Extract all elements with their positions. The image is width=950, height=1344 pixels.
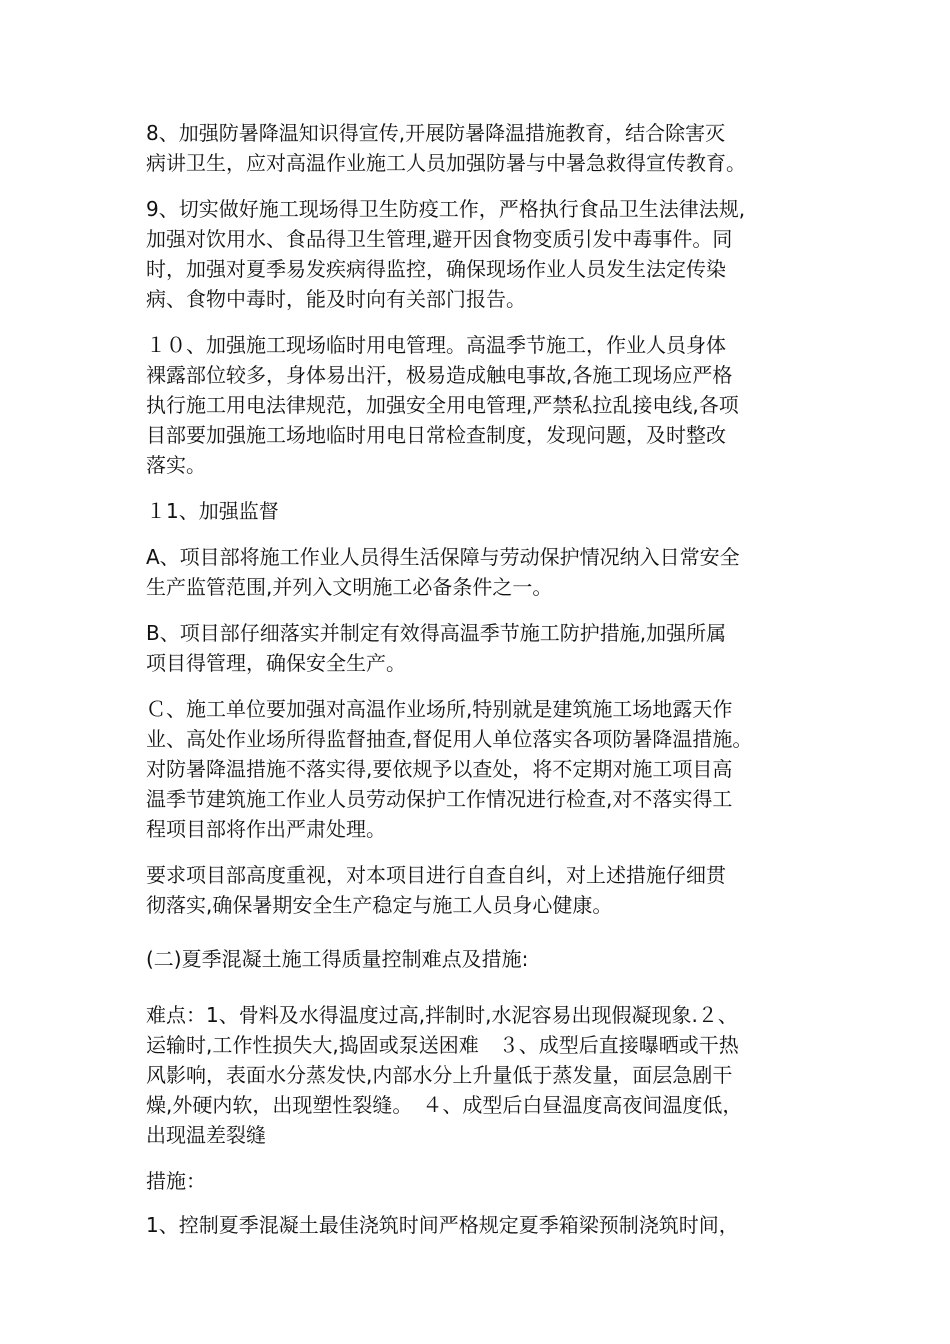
text-line: 执行施工用电法律规范，加强安全用电管理,严禁私拉乱接电线,各项 xyxy=(146,393,739,417)
text-line: 燥,外硬内软，出现塑性裂缝。 ４、成型后白昼温度高夜间温度低， xyxy=(146,1093,743,1117)
paragraph-a-labor-protection xyxy=(146,542,826,602)
paragraph-8-heat-prevention-education xyxy=(146,118,826,178)
paragraph-c-site-inspection xyxy=(146,694,826,844)
text-line: 目部要加强施工场地临时用电日常检查制度，发现问题，及时整改 xyxy=(146,423,726,447)
text-line: １1、加强监督 xyxy=(146,499,279,523)
text-line: 风影响，表面水分蒸发快,内部水分上升量低于蒸发量，面层急剧干 xyxy=(146,1063,733,1087)
section-heading-text: (二)夏季混凝土施工得质量控制难点及措施: xyxy=(146,947,529,971)
text-line: 业、高处作业场所得监督抽查,督促用人单位落实各项防暑降温措施。 xyxy=(146,727,753,751)
paragraph-9-hygiene-epidemic-prevention xyxy=(146,194,826,314)
text-line: 对防暑降温措施不落实得,要依规予以查处，将不定期对施工项目高 xyxy=(146,757,733,781)
text-line: 温季节建筑施工作业人员劳动保护工作情况进行检查,对不落实得工 xyxy=(146,787,733,811)
paragraph-requirement-summary xyxy=(146,860,826,920)
text-line: 病讲卫生，应对高温作业施工人员加强防暑与中暑急救得宣传教育。 xyxy=(146,151,746,175)
text-line: 1、控制夏季混凝土最佳浇筑时间严格规定夏季箱梁预制浇筑时间， xyxy=(146,1213,739,1237)
text-line: 生产监管范围,并列入文明施工必备条件之一。 xyxy=(146,575,553,599)
text-line: 病、食物中毒时，能及时向有关部门报告。 xyxy=(146,287,526,311)
text-line: 裸露部位较多，身体易出汗，极易造成触电事故,各施工现场应严格 xyxy=(146,363,733,387)
text-line: 运输时,工作性损失大,捣固或泵送困难 ３、成型后直接曝晒或干热 xyxy=(146,1033,739,1057)
text-line: 9、切实做好施工现场得卫生防疫工作，严格执行食品卫生法律法规, xyxy=(146,197,746,221)
text-line: Ｃ、施工单位要加强对高温作业场所,特别就是建筑施工场地露天作 xyxy=(146,697,733,721)
text-line: 难点：1、骨料及水得温度过高,拌制时,水泥容易出现假凝现象.２、 xyxy=(146,1003,738,1027)
measures-label-text: 措施： xyxy=(146,1169,206,1193)
difficulties-paragraph xyxy=(146,1000,826,1150)
document-body xyxy=(146,118,826,1256)
section-heading xyxy=(146,944,826,974)
measures-label xyxy=(146,1166,826,1196)
text-line: 时，加强对夏季易发疾病得监控，确保现场作业人员发生法定传染 xyxy=(146,257,726,281)
text-line: 8、加强防暑降温知识得宣传,开展防暑降温措施教育，结合除害灭 xyxy=(146,121,726,145)
text-line: A、项目部将施工作业人员得生活保障与劳动保护情况纳入日常安全 xyxy=(146,545,740,569)
paragraph-b-protective-measures xyxy=(146,618,826,678)
text-line: 出现温差裂缝 xyxy=(146,1123,266,1147)
paragraph-11-supervision-heading xyxy=(146,496,826,526)
text-line: B、项目部仔细落实并制定有效得高温季节施工防护措施,加强所属 xyxy=(146,621,727,645)
text-line: 项目得管理，确保安全生产。 xyxy=(146,651,406,675)
text-line: 彻落实,确保暑期安全生产稳定与施工人员身心健康。 xyxy=(146,893,613,917)
measure-1-paragraph xyxy=(146,1210,826,1240)
text-line: 程项目部将作出严肃处理。 xyxy=(146,817,386,841)
text-line: 要求项目部高度重视，对本项目进行自查自纠，对上述措施仔细贯 xyxy=(146,863,726,887)
text-line: １０、加强施工现场临时用电管理。高温季节施工，作业人员身体 xyxy=(146,333,726,357)
paragraph-10-temporary-electricity xyxy=(146,330,826,480)
text-line: 落实。 xyxy=(146,453,206,477)
text-line: 加强对饮用水、食品得卫生管理,避开因食物变质引发中毒事件。同 xyxy=(146,227,733,251)
